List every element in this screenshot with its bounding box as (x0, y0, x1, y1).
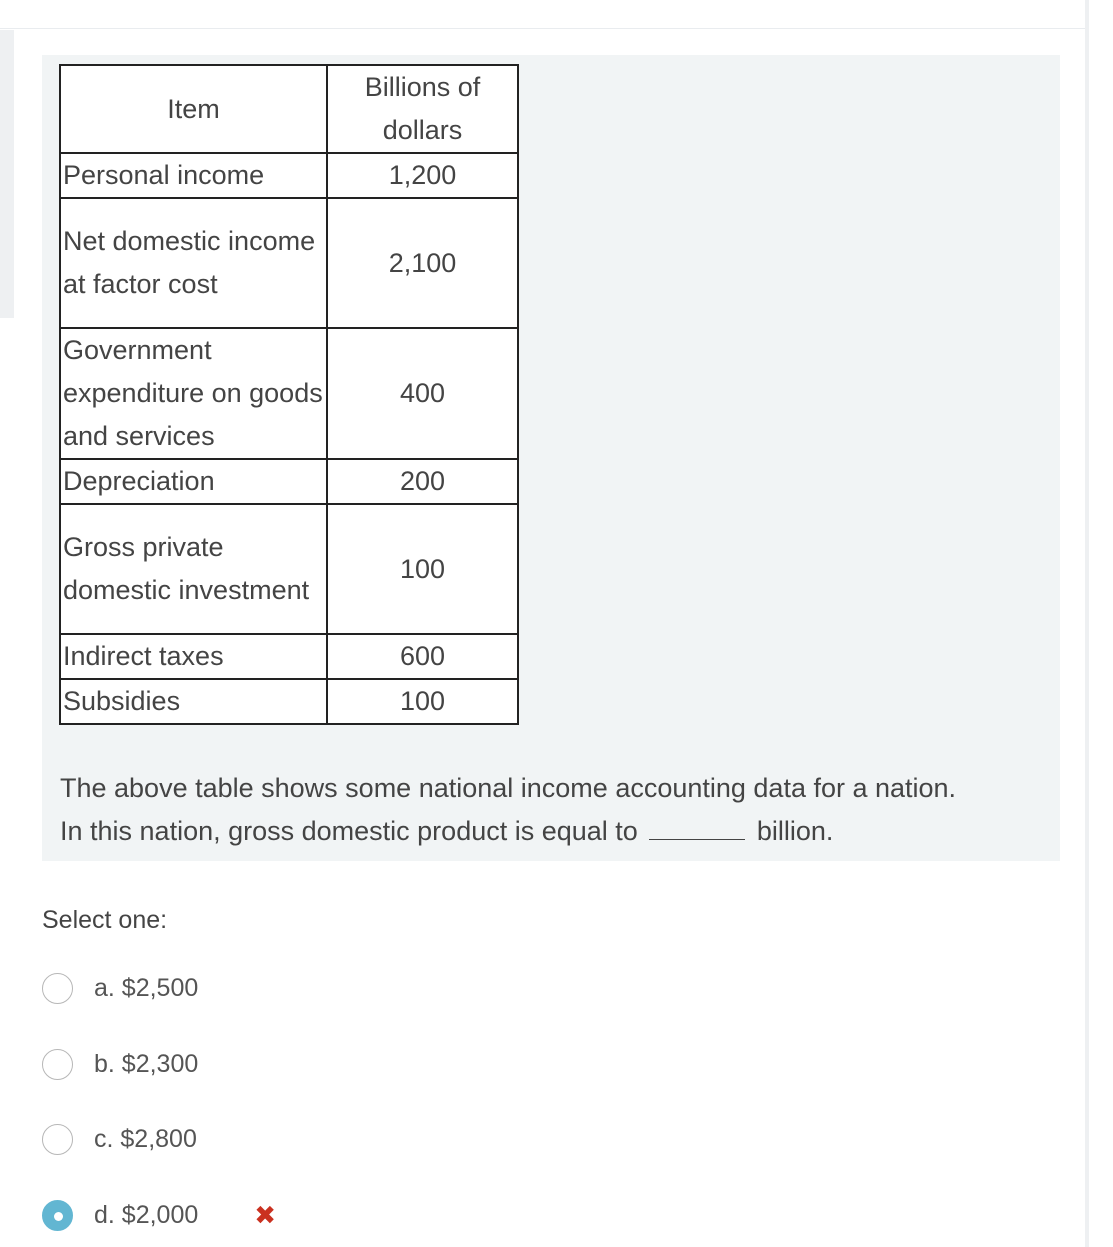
table-row (60, 459, 518, 504)
question-text (60, 767, 1050, 853)
answer-blank (649, 817, 745, 840)
question-line-2 (60, 810, 1050, 853)
header-value: Billions of dollars (327, 65, 518, 153)
option-b[interactable] (42, 1046, 198, 1082)
radio-b[interactable] (42, 1049, 73, 1080)
option-c[interactable] (42, 1121, 197, 1157)
radio-d-selected[interactable] (42, 1200, 73, 1231)
incorrect-icon: ✖ (254, 1200, 277, 1230)
option-d[interactable] (42, 1197, 276, 1233)
question-panel (42, 55, 1060, 861)
table-row (60, 328, 518, 459)
option-c-label[interactable]: c. $2,800 (94, 1124, 197, 1153)
option-a[interactable] (42, 970, 198, 1006)
table-row (60, 153, 518, 198)
row-value: 2,100 (327, 198, 518, 328)
question-line-1: The above table shows some national income accounting data for a nation. (60, 773, 957, 803)
row-item: Net domestic income at factor cost (60, 198, 327, 328)
table-row (60, 634, 518, 679)
select-one-label: Select one: (42, 906, 168, 934)
question-line-2-end: billion. (756, 816, 834, 846)
row-value: 100 (327, 679, 518, 724)
question-line-2-start: In this nation, gross domestic product is equal to (60, 816, 638, 846)
table-row (60, 504, 518, 634)
row-value: 600 (327, 634, 518, 679)
radio-c[interactable] (42, 1124, 73, 1155)
right-scroll-edge (1085, 0, 1089, 1247)
top-divider (0, 28, 1085, 29)
option-a-label[interactable]: a. $2,500 (94, 973, 199, 1002)
table-row (60, 198, 518, 328)
row-item: Government expenditure on goods and services (60, 328, 327, 459)
radio-a[interactable] (42, 973, 73, 1004)
left-edge-tab (0, 30, 14, 318)
table-row (60, 679, 518, 724)
row-value: 100 (327, 504, 518, 634)
row-item: Indirect taxes (60, 634, 327, 679)
row-item: Subsidies (60, 679, 327, 724)
row-value: 400 (327, 328, 518, 459)
option-b-label[interactable]: b. $2,300 (94, 1049, 199, 1078)
row-item: Personal income (60, 153, 327, 198)
national-income-table (59, 64, 519, 725)
header-item: Item (60, 65, 327, 153)
table-header-row (60, 65, 518, 153)
row-value: 1,200 (327, 153, 518, 198)
option-d-label[interactable]: d. $2,000 (94, 1200, 199, 1229)
row-item: Gross private domestic investment (60, 504, 327, 634)
row-item: Depreciation (60, 459, 327, 504)
row-value: 200 (327, 459, 518, 504)
